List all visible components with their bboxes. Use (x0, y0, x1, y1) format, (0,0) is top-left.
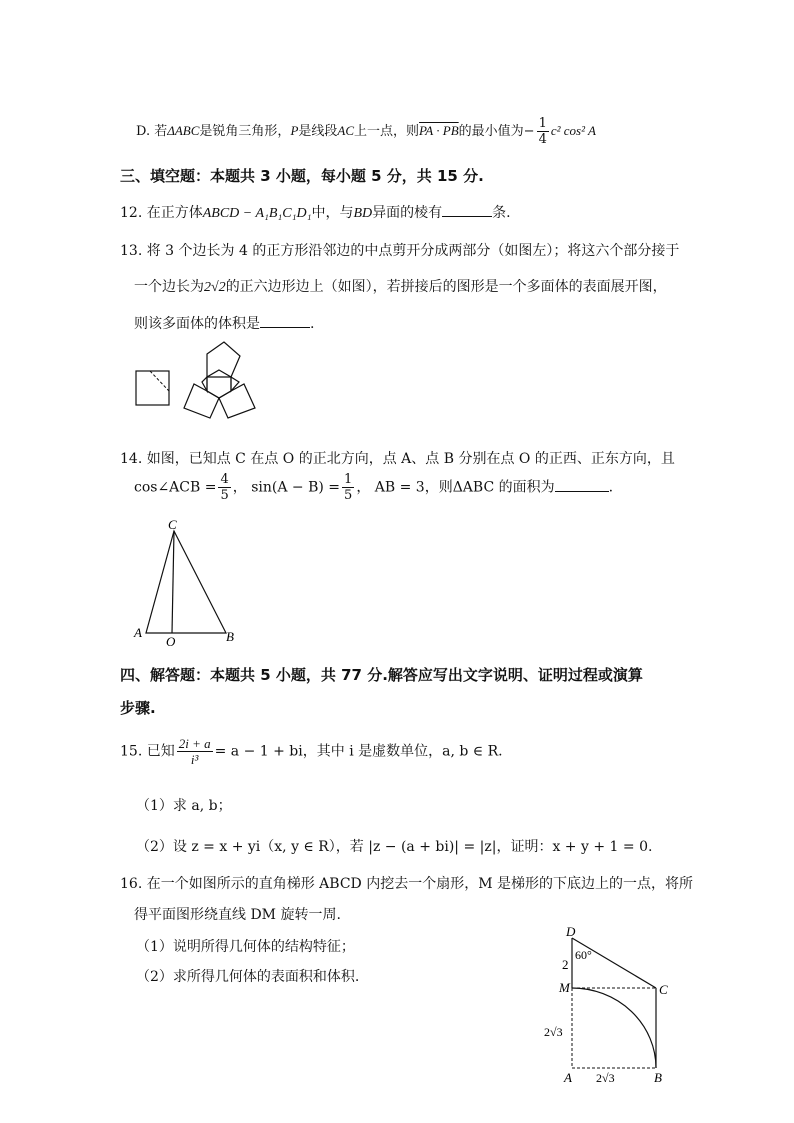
sin-num: 1 (344, 472, 353, 487)
cut-line-dashed (150, 371, 169, 391)
option-d-suffix: 的最小值为 (458, 124, 524, 139)
cos-label: cos∠ACB = (134, 479, 217, 496)
question-15-part2: （2）设 z = x + yi（x, y ∈ R），若 |z − (a + bi)| = |z|，证明：x + y + 1 = 0. (136, 839, 653, 855)
fraction-one-quarter (537, 116, 549, 147)
triangle-abc-shape (146, 531, 226, 633)
q12-text1: 在正方体 (146, 205, 203, 221)
q12-number: 12. (120, 205, 143, 221)
fraction-den: 4 (538, 132, 547, 147)
label-b: B (226, 629, 234, 644)
question-14-line2: cos∠ACB = $\frac{4}{5}$ ， sin(A − B) = $\frac{1}{5}$ ， AB = 3，则ΔABC 的面积为 . (134, 472, 614, 503)
q15-number: 15. (120, 743, 143, 760)
q13-text-line2c: 的正六边形边上（如图），若拼接后的图形是一个多面体的表面展开图， (225, 279, 667, 295)
q13-period: . (310, 316, 315, 332)
segment-ac: AC (337, 123, 355, 138)
label-d: D (566, 924, 576, 939)
label-a: A (134, 625, 142, 640)
q12-text2: 中，与 (311, 205, 354, 221)
sin-den: 5 (344, 488, 353, 503)
q12-text4: 条. (492, 205, 511, 221)
q13-text-line2a: 一个边长为 (134, 279, 204, 295)
q16-number: 16. (120, 876, 143, 892)
hexagon (207, 370, 231, 398)
figure-14 (128, 515, 248, 650)
label-dm-length: 2 (562, 957, 569, 972)
question-15 (120, 736, 503, 767)
label-o: O (166, 634, 176, 649)
triangle-abc: ΔABC (167, 123, 200, 138)
figure-16 (540, 922, 680, 1092)
label-b: B (654, 1070, 662, 1085)
section-3-heading: 三、填空题：本题共 3 小题，每小题 5 分，共 15 分. (120, 167, 484, 185)
q12-answer-blank[interactable] (442, 204, 492, 217)
label-a: A (564, 1070, 572, 1085)
option-d-answer: c² cos² A (550, 123, 596, 138)
cos-fraction (218, 472, 230, 503)
question-14-line1 (120, 448, 675, 468)
q15-frac-den: i³ (190, 752, 199, 767)
question-16-part2: （2）求所得几何体的表面积和体积. (136, 969, 360, 985)
q13-number: 13. (120, 243, 143, 259)
q13-text-line1: 将 3 个边长为 4 的正方形沿邻边的中点剪开分成两部分（如图左）；将这六个部分接于 (146, 243, 680, 259)
square-lower-left (184, 384, 219, 418)
sin-fraction (342, 472, 354, 503)
cos-num: 4 (220, 472, 229, 487)
vector-product: PA · PB (419, 123, 459, 138)
segment-bd: BD (353, 206, 373, 221)
square-top (207, 342, 240, 377)
q13-text-line3: 则该多面体的体积是 (134, 316, 260, 332)
minus-sign: − (523, 124, 535, 139)
option-d-text3: 上一点，则 (354, 124, 420, 139)
question-12 (120, 202, 511, 222)
q14-number: 14. (120, 451, 143, 467)
question-16-line2: 得平面图形绕直线 DM 旋转一周. (134, 907, 341, 923)
question-13-line1 (120, 240, 679, 260)
figure-13 (130, 338, 290, 428)
q14-text-line1: 如图，已知点 C 在点 O 的正北方向，点 A、点 B 分别在点 O 的正西、正东方向，且 (146, 451, 675, 467)
question-16-part1: （1）说明所得几何体的结构特征； (136, 939, 355, 955)
q15-known: 已知 (146, 743, 175, 760)
label-am-length: 2√3 (544, 1025, 563, 1039)
q14-ab-text: AB = 3，则ΔABC 的面积为 (374, 479, 555, 496)
option-d-text: 是锐角三角形， (199, 124, 291, 139)
q15-equation: = a − 1 + bi，其中 i 是虚数单位，a, b ∈ R. (214, 743, 503, 760)
question-13-line2 (134, 276, 667, 296)
fraction-num: 1 (538, 116, 547, 131)
point-p: P (290, 123, 299, 138)
sin-label: sin(A − B) = (251, 479, 341, 496)
section-4-heading-line2: 步骤. (120, 699, 156, 717)
question-16-line1 (120, 873, 693, 893)
section-4-heading-line1: 四、解答题：本题共 5 小题，共 77 分.解答应写出文字说明、证明过程或演算 (120, 666, 643, 684)
altitude-co (172, 531, 174, 633)
label-c: C (168, 517, 177, 532)
hexagon-side: 2√2 (204, 280, 226, 295)
q14-answer-blank[interactable] (555, 479, 609, 492)
label-m: M (559, 980, 570, 995)
q16-text-line1: 在一个如图所示的直角梯形 ABCD 内挖去一个扇形，M 是梯形的下底边上的一点，将所 (146, 876, 693, 892)
square-lower-right (219, 384, 255, 418)
q13-answer-blank[interactable] (260, 315, 310, 328)
edge-dc (572, 938, 656, 988)
cos-den: 5 (220, 488, 229, 503)
label-angle: 60° (575, 948, 592, 962)
q15-fraction (177, 736, 213, 767)
option-d-text2: 是线段 (298, 124, 338, 139)
cube-name: ABCD − A₁B₁C₁D₁ (202, 206, 312, 221)
q12-text3: 异面的棱有 (372, 205, 443, 221)
arc-mb (572, 988, 656, 1068)
question-15-part1: （1）求 a, b； (136, 798, 232, 814)
square-left (136, 371, 169, 405)
label-ab-length: 2√3 (596, 1071, 615, 1085)
option-d (136, 116, 596, 147)
option-d-prefix: D. 若 (136, 124, 168, 139)
question-13-line3 (134, 313, 314, 333)
q15-frac-num: 2i + a (178, 736, 211, 751)
q14-period: . (608, 479, 614, 496)
label-c: C (659, 982, 668, 997)
